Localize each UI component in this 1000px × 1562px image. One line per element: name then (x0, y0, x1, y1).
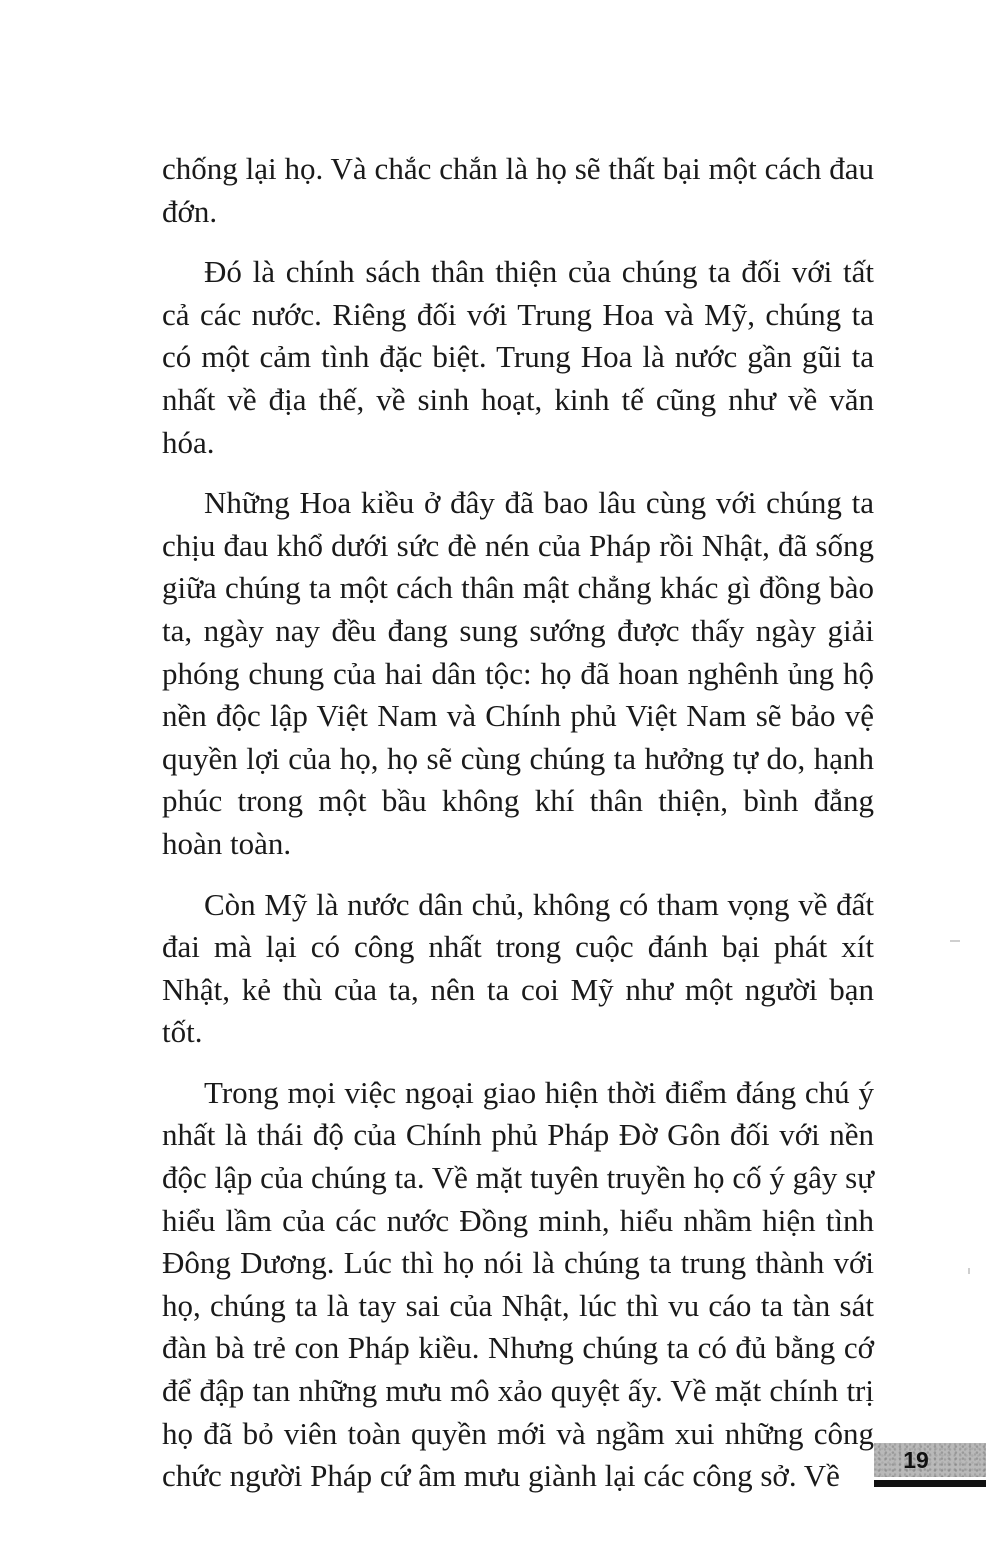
paragraph-continuation: chống lại họ. Và chắc chắn là họ sẽ thất bại một cách đau đớn. (162, 151, 874, 229)
paragraph-overseas-chinese: Những Hoa kiều ở đây đã bao lâu cùng với chúng ta chịu đau khổ dưới sức đè nén của Pháp rồi Nhật, đã sống giữa chúng ta một cách thân mật chẳng khác gì đồng bào ta, ngày nay đều đang sung sướng được thấy ngày giải phóng chung của hai dân tộc: họ đã hoan nghênh ủng hộ nền độc lập Việt Nam và Chính phủ Việt Nam sẽ bảo vệ quyền lợi của họ, họ sẽ cùng chúng ta hưởng tự do, hạnh phúc trong một bầu không khí thân thiện, bình đẳng hoàn toàn. (162, 485, 874, 861)
page-number: 19 (903, 1447, 929, 1473)
scan-speck (950, 940, 960, 942)
body-text (162, 148, 874, 1516)
paragraph-america: Còn Mỹ là nước dân chủ, không có tham vọng về đất đai mà lại có công nhất trong cuộc đánh bại phát xít Nhật, kẻ thù của ta, nên ta coi Mỹ như một người bạn tốt. (162, 886, 874, 1050)
paragraph-france-attitude: Trong mọi việc ngoại giao hiện thời điểm đáng chú ý nhất là thái độ của Chính phủ Pháp Đờ Gôn đối với nền độc lập của chúng ta. Về mặt tuyên truyền họ cố ý gây sự hiểu lầm của các nước Đồng minh, hiểu nhầm hiện tình Đông Dương. Lúc thì họ nói là chúng ta trung thành với họ, chúng ta là tay sai của Nhật, lúc thì vu cáo ta tàn sát đàn bà trẻ con Pháp kiều. Nhưng chúng ta có đủ bằng cớ để đập tan những mưu mô xảo quyệt ấy. Về mặt chính trị họ đã bỏ viên toàn quyền mới và ngầm xui những công chức người Pháp cứ âm mưu giành lại các công sở. Về (162, 1074, 874, 1494)
page-number-rule (874, 1480, 986, 1487)
paragraph-friendly-policy: Đó là chính sách thân thiện của chúng ta đối với tất cả các nước. Riêng đối với Trung Hoa và Mỹ, chúng ta có một cảm tình đặc biệt. Trung Hoa là nước gần gũi ta nhất về địa thế, về sinh hoạt, kinh tế cũng như về văn hóa. (162, 254, 874, 460)
scan-speck (968, 1268, 970, 1274)
